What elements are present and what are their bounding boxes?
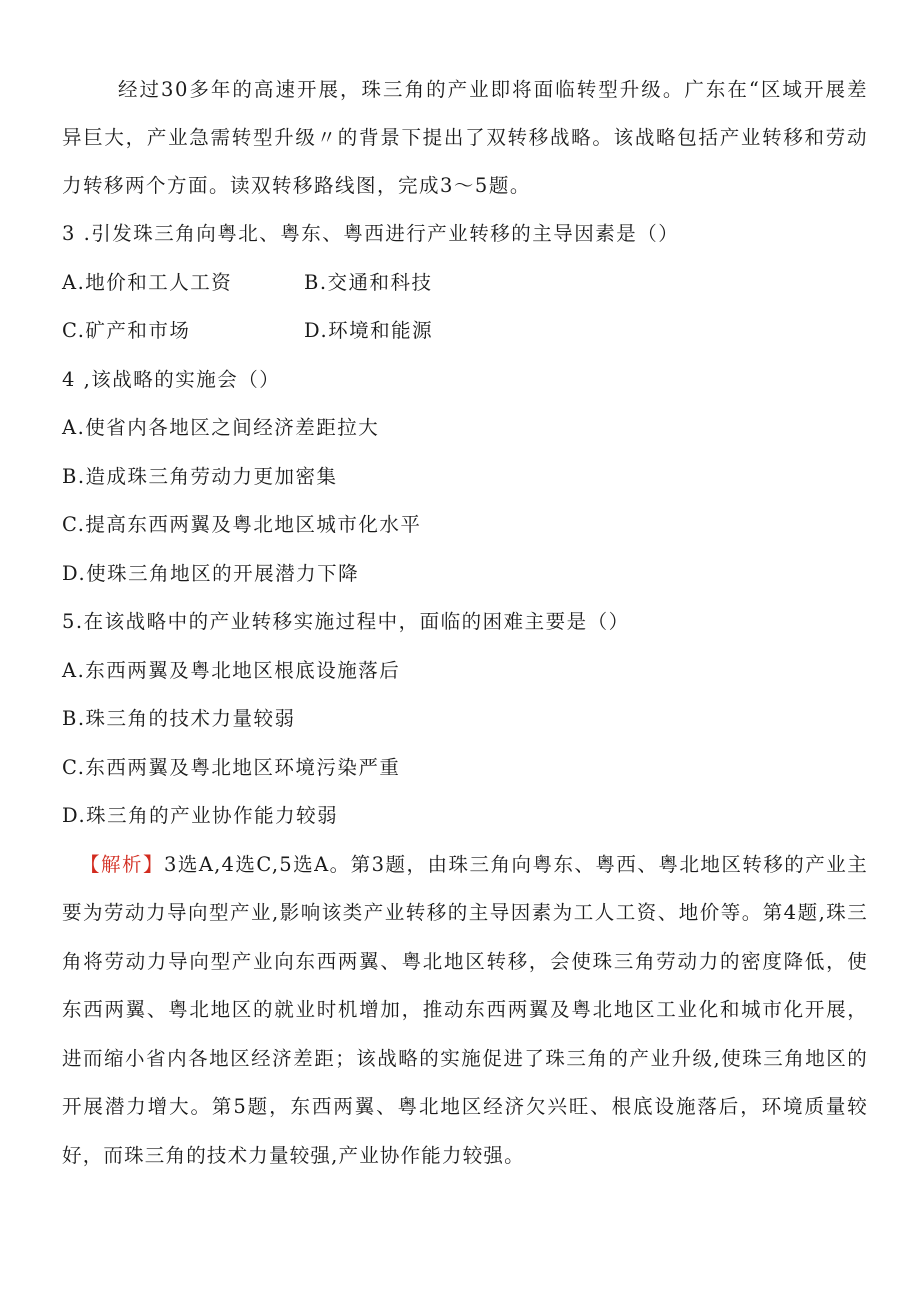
question-5-option-a: A.东西两翼及粤北地区根底设施落后 [62, 658, 401, 682]
question-3-option-b: B.交通和科技 [304, 270, 433, 294]
document-page [62, 66, 868, 1180]
question-5-option-d: D.珠三角的产业协作能力较弱 [62, 804, 339, 827]
question-4-stem: 4 ,该战略的实施会（） [62, 367, 281, 391]
question-5-option-c: C.东西两翼及粤北地区环境污染严重 [62, 755, 401, 779]
question-5-stem: 5.在该战略中的产业转移实施过程中，面临的困难主要是（） [62, 610, 630, 633]
question-3-stem: 3 .引发珠三角向粤北、粤东、粤西进行产业转移的主导因素是（） [62, 222, 680, 245]
question-3-options-row-2 [62, 307, 868, 356]
question-3-option-d: D.环境和能源 [304, 319, 434, 342]
question-3-option-a: A.地价和工人工资 [62, 270, 233, 294]
question-4-option-a: A.使省内各地区之间经济差距拉大 [62, 416, 380, 439]
analysis-paragraph [62, 841, 868, 1181]
analysis-tag: 【解析】 [80, 852, 164, 876]
question-3-options-row-1 [62, 259, 868, 308]
analysis-text: 3选A,4选C,5选A。第3题，由珠三角向粤东、粤西、粤北地区转移的产业主要为劳动力导向型产业,影响该类产业转移的主导因素为工人工资、地价等。第4题,珠三角将劳动力导向型产业向东西两翼、粤北地区转移，会使珠三角劳动力的密度降低，使东西两翼、粤北地区的就业时机增加，推动东西两翼及粤北地区工业化和城市化开展，进而缩小省内各地区经济差距；该战略的实施促进了珠三角的产业升级,使珠三角地区的开展潜力增大。第5题，东西两翼、粤北地区经济欠兴旺、根底设施落后，环境质量较好，而珠三角的技术力量较强,产业协作能力较强。 [62, 852, 868, 1167]
question-5-option-b: B.珠三角的技术力量较弱 [62, 707, 296, 730]
intro-paragraph: 经过30多年的高速开展，珠三角的产业即将面临转型升级。广东在“区域开展差异巨大，产业急需转型升级〃的背景下提出了双转移战略。该战略包括产业转移和劳动力转移两个方面。读双转移路线图，完成3～5题。 [62, 78, 868, 197]
question-3-option-c: C.矿产和市场 [62, 319, 191, 342]
question-4-option-b: B.造成珠三角劳动力更加密集 [62, 464, 338, 488]
question-4-option-d: D.使珠三角地区的开展潜力下降 [62, 561, 360, 585]
question-4-option-c: C.提高东西两翼及粤北地区城市化水平 [62, 513, 422, 536]
